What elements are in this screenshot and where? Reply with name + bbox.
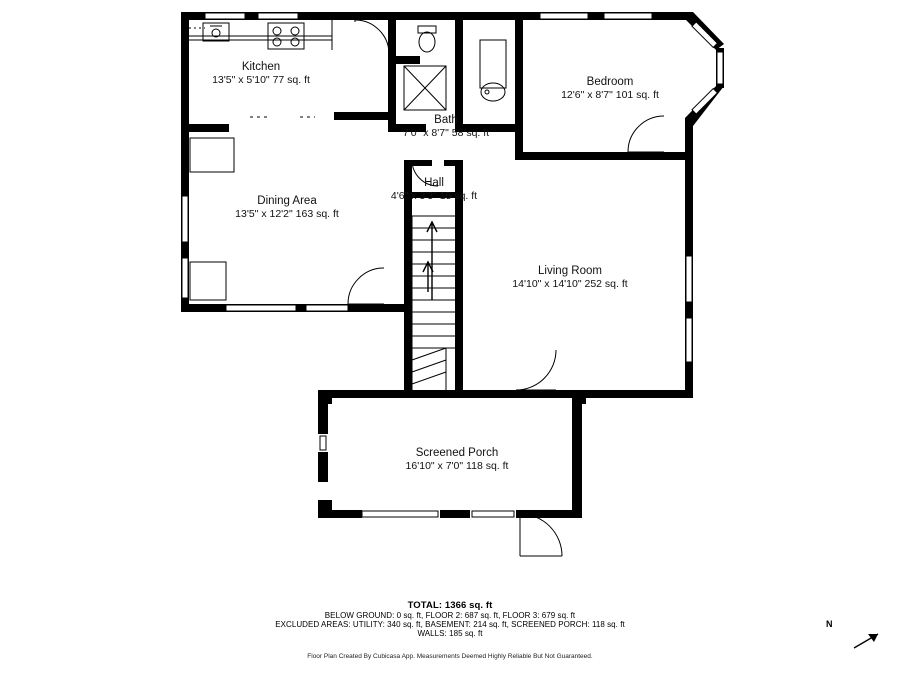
room-name: Bedroom xyxy=(586,76,634,88)
room-name: Kitchen xyxy=(241,61,281,73)
walls-area: WALLS: 185 sq. ft xyxy=(417,629,483,638)
room-name: Hall xyxy=(424,177,444,189)
misc-fixtures xyxy=(190,138,234,300)
room-dimensions: 12'6" x 8'7" 101 sq. ft xyxy=(561,89,659,102)
room-name: Living Room xyxy=(538,265,602,277)
total-area: TOTAL: 1366 sq. ft xyxy=(407,600,493,611)
excluded-areas: EXCLUDED AREAS: UTILITY: 340 sq. ft, BASEMENT: 214 sq. ft, SCREENED PORCH: 118 sq. ft xyxy=(275,620,625,629)
room-name: Dining Area xyxy=(257,195,317,207)
room-label-bedroom xyxy=(561,75,659,103)
room-label-hall xyxy=(391,176,477,204)
room-name: Bath xyxy=(434,114,458,126)
room-dimensions: 13'5" x 12'2" 163 sq. ft xyxy=(235,208,339,221)
room-label-bath xyxy=(403,113,489,141)
compass-north-label: N xyxy=(826,619,833,629)
room-label-kitchen xyxy=(212,60,310,88)
plan-credit: Floor Plan Created By Cubicasa App. Measurements Deemed Highly Reliable But Not Guaranteed. xyxy=(307,653,593,660)
area-summary xyxy=(0,600,900,638)
floor-breakdown: BELOW GROUND: 0 sq. ft, FLOOR 2: 687 sq. ft, FLOOR 3: 679 sq. ft xyxy=(324,611,576,620)
room-dimensions: 16'10" x 7'0" 118 sq. ft xyxy=(405,460,509,473)
staircase xyxy=(412,216,456,394)
compass xyxy=(826,619,872,653)
room-dimensions: 4'6" x 3'3" 15 sq. ft xyxy=(390,190,478,203)
room-name: Screened Porch xyxy=(415,447,499,459)
room-dimensions: 13'5" x 5'10" 77 sq. ft xyxy=(212,74,310,87)
room-label-screened-porch xyxy=(406,446,509,474)
room-dimensions: 7'0" x 8'7" 58 sq. ft xyxy=(402,127,490,140)
room-label-dining-area xyxy=(235,194,339,222)
room-dimensions: 14'10" x 14'10" 252 sq. ft xyxy=(512,278,628,291)
room-label-living-room xyxy=(512,264,627,292)
